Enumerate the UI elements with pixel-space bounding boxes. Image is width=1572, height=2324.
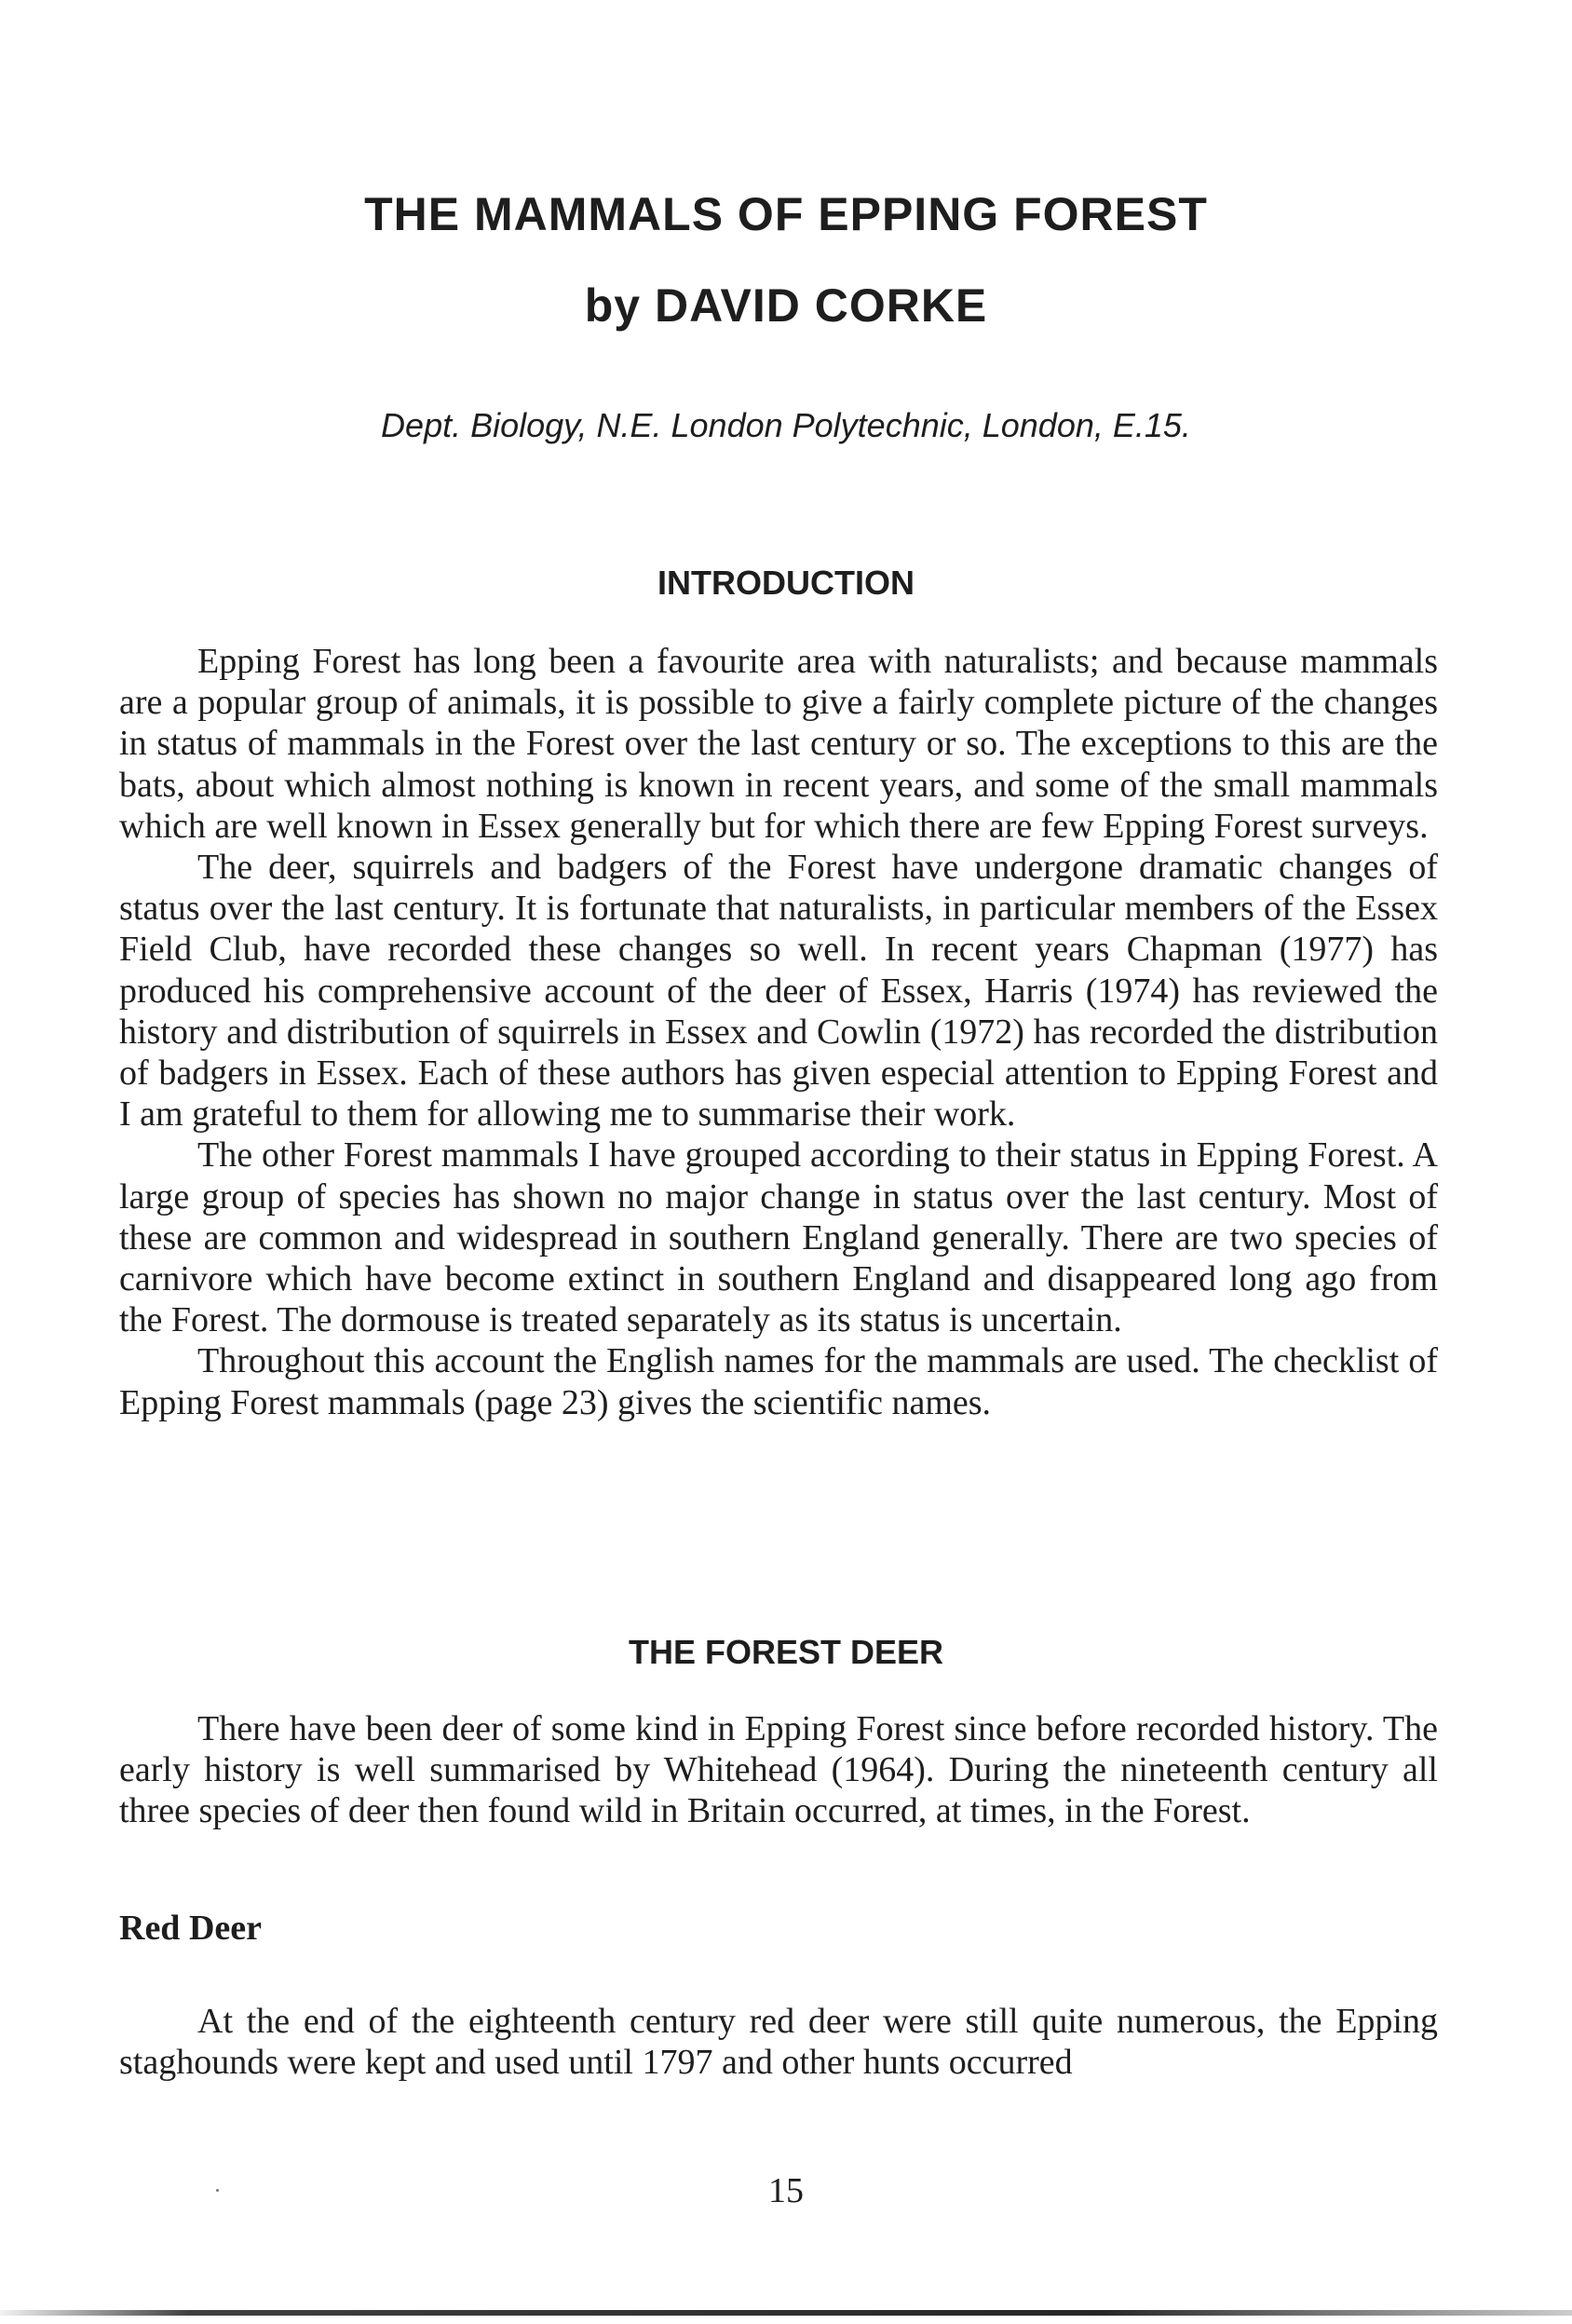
red-deer-heading: Red Deer — [119, 1909, 262, 1948]
author-byline: by DAVID CORKE — [584, 279, 988, 332]
introduction-paragraph-4: Throughout this account the English names for the mammals are used. The checklist of Epping Forest mammals (page 23) gives the scientific names. — [119, 1341, 1438, 1422]
forest-deer-paragraph: There have been deer of some kind in Epping Forest since before recorded history. The early history is well summarised by Whitehead (1964). During the nineteenth century all three species of deer then found wild in Britain occurred, at times, in the Forest. — [119, 1709, 1438, 1831]
forest-deer-body — [119, 1708, 1438, 1832]
red-deer-body — [119, 2001, 1438, 2083]
author-affiliation: Dept. Biology, N.E. London Polytechnic, London, E.15. — [381, 406, 1191, 444]
introduction-paragraph-3: The other Forest mammals I have grouped according to their status in Epping Forest. A large group of species has shown no major change in status over the last century. Most of these are common and widespread in southern England generally. There are two species of carnivore which have become extinct in southern England and disappeared long ago from the Forest. The dormouse is treated separately as its status is uncertain. — [119, 1135, 1438, 1340]
introduction-heading: INTRODUCTION — [657, 564, 915, 602]
introduction-body — [119, 641, 1438, 1423]
scan-edge-shadow — [0, 2310, 1572, 2316]
introduction-paragraph-2: The deer, squirrels and badgers of the Forest have undergone dramatic changes of status over the last century. It is fortunate that naturalists, in particular members of the Essex Field Club, have recorded these changes so well. In recent years Chapman (1977) has produced his comprehensive account of the deer of Essex, Harris (1974) has reviewed the history and distribution of squirrels in Essex and Cowlin (1972) has recorded the distribution of badgers in Essex. Each of these authors has given especial attention to Epping Forest and I am grateful to them for allowing me to summarise their work. — [119, 848, 1438, 1135]
forest-deer-heading: THE FOREST DEER — [628, 1633, 944, 1671]
article-title: THE MAMMALS OF EPPING FOREST — [364, 188, 1208, 240]
page-number: 15 — [768, 2171, 804, 2210]
red-deer-paragraph: At the end of the eighteenth century red deer were still quite numerous, the Epping staghounds were kept and used until 1797 and other hunts occurred — [119, 2002, 1438, 2083]
introduction-paragraph-1: Epping Forest has long been a favourite area with naturalists; and because mammals are a popular group of animals, it is possible to give a fairly complete picture of the changes in status of mammals in the Forest over the last century or so. The exceptions to this are the bats, about which almost nothing is known in recent years, and some of the small mammals which are well known in Essex generally but for which there are few Epping Forest surveys. — [119, 642, 1438, 846]
